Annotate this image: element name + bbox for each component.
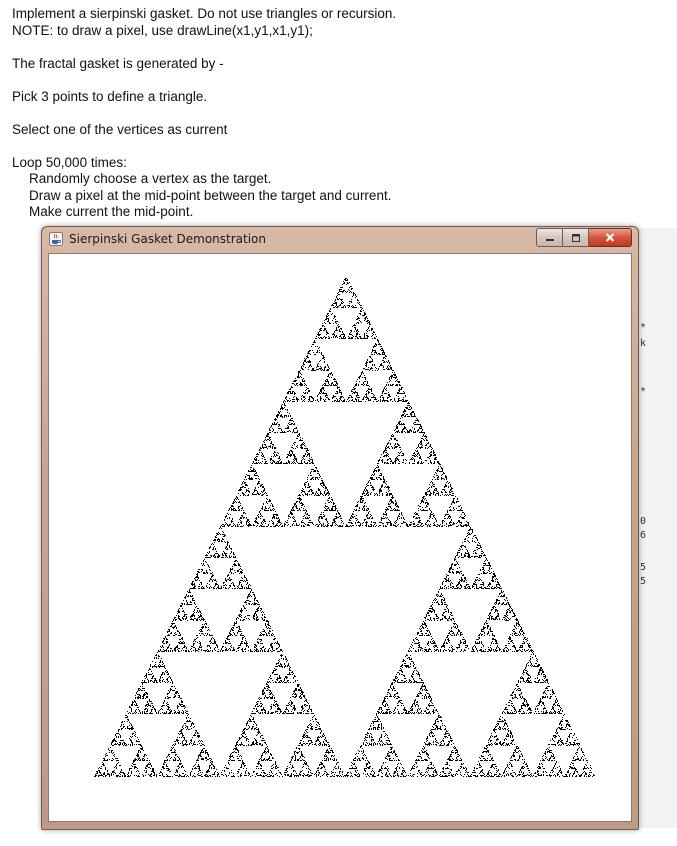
background-mark: k <box>640 338 647 349</box>
background-mark: * <box>640 386 647 397</box>
java-coffee-cup-icon[interactable] <box>49 232 63 246</box>
instruction-line <box>12 138 396 155</box>
minimize-icon <box>545 234 555 242</box>
background-mark: 5 <box>640 576 647 587</box>
instruction-line: Draw a pixel at the mid-point between the target and current. <box>29 187 392 203</box>
instructions-text <box>12 6 396 221</box>
background-mark: 0 <box>640 516 647 527</box>
maximize-button[interactable] <box>563 228 589 247</box>
instruction-line: Randomly choose a vertex as the target. <box>29 171 272 186</box>
background-mark: * <box>640 322 647 333</box>
window-controls <box>536 228 632 247</box>
instruction-line <box>12 39 396 56</box>
background-mark: 5 <box>640 562 647 573</box>
instruction-line: Loop 50,000 times: <box>12 154 127 170</box>
maximize-icon <box>571 234 581 242</box>
minimize-button[interactable] <box>536 228 563 247</box>
instruction-line: Make current the mid-point. <box>29 204 194 219</box>
sierpinski-gasket <box>49 254 631 821</box>
instruction-line: Implement a sierpinski gasket. Do not use triangles or recursion. <box>12 6 397 21</box>
instruction-line: Select one of the vertices as current <box>12 121 228 137</box>
instruction-line: Pick 3 points to define a triangle. <box>12 88 208 104</box>
window-titlebar[interactable] <box>42 227 638 251</box>
close-button[interactable] <box>589 228 632 247</box>
gasket-pixels <box>94 278 595 777</box>
background-mark: 6 <box>640 530 647 541</box>
instruction-line <box>12 105 396 122</box>
close-icon <box>605 233 615 242</box>
instruction-line: NOTE: to draw a pixel, use drawLine(x1,y1,x1,y1); <box>12 22 313 38</box>
background-window <box>636 228 677 828</box>
instruction-line: The fractal gasket is generated by - <box>12 55 224 71</box>
instruction-line <box>12 72 396 89</box>
window-title: Sierpinski Gasket Demonstration <box>69 232 266 246</box>
canvas-area[interactable] <box>48 253 632 822</box>
gasket-window[interactable] <box>41 226 639 830</box>
